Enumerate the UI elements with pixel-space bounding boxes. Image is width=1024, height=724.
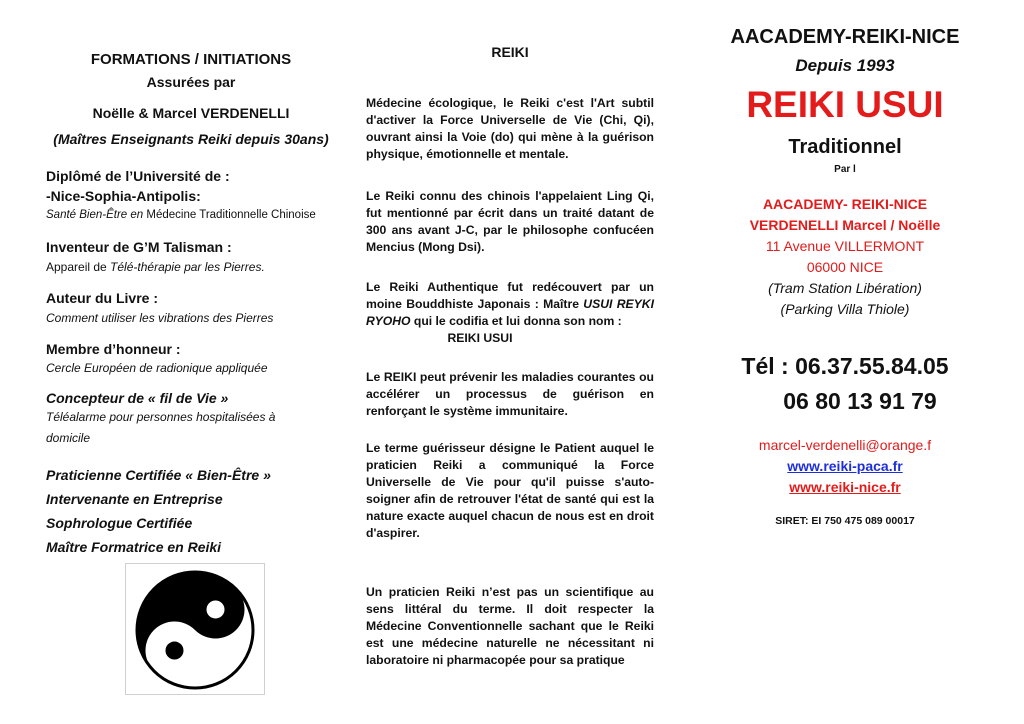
academy-title: AACADEMY-REIKI-NICE xyxy=(730,26,960,48)
traditional-label: Traditionnel xyxy=(788,136,902,158)
cert-company: Intervenante en Entreprise xyxy=(46,491,223,507)
website-paca[interactable]: www.reiki-paca.fr xyxy=(787,458,903,474)
email[interactable]: marcel-verdenelli@orange.f xyxy=(758,437,932,453)
since-year: Depuis 1993 xyxy=(795,56,895,75)
member-heading: Membre d’honneur : xyxy=(46,341,181,357)
concept-subtitle-2: domicile xyxy=(46,431,91,445)
reiki-usui-name: REIKI USUI xyxy=(447,331,513,345)
cert-sophrology: Sophrologue Certifiée xyxy=(46,515,193,531)
masters-note: (Maîtres Enseignants Reiki depuis 30ans) xyxy=(53,131,329,147)
address-city: 06000 NICE xyxy=(806,259,884,275)
member-subtitle: Cercle Européen de radionique appliquée xyxy=(46,361,268,375)
siret-number: SIRET: EI 750 475 089 00017 xyxy=(775,515,915,527)
paragraph-authentic: Le Reiki Authentique fut redécouvert par un moine Bouddhiste Japonais : Maître USUI REYKI RYOHO qui le codifia et lui donna son nom : REIKI USUI xyxy=(366,280,654,345)
concept-subtitle-1: Téléalarme pour personnes hospitalisées à xyxy=(46,410,276,424)
diploma-university: -Nice-Sophia-Antipolis: xyxy=(46,188,201,204)
paragraph-chinese: Le Reiki connu des chinois l'appelaient Ling Qi, fut mentionné par écrit dans un traité datant de 300 ans avant J-C, par le philosophe confucéen Mencius (Mong Dsi). xyxy=(366,189,654,254)
paragraph-healer: Le terme guérisseur désigne le Patient auquel le praticien Reiki a communiqué la Force Universelle de Vie pour qu'il puisse s'auto-soigner afin de retrouver l'état de santé qui est la nature exacte auquel chacun de nous est en droit d'aspirer. xyxy=(366,441,654,540)
website-nice[interactable]: www.reiki-nice.fr xyxy=(789,479,901,495)
reiki-title: REIKI xyxy=(491,44,529,60)
cert-trainer: Maître Formatrice en Reiki xyxy=(46,539,222,555)
paragraph-practitioner: Un praticien Reiki n’est pas un scientifique au sens littéral du terme. Il doit respecter la Médecine Conventionnelle sachant que le Reiki est une médecine naturelle ne nécessitant ni laboratoire ni pharmacopée pour sa pratique xyxy=(366,585,654,667)
reiki-usui-title: REIKI USUI xyxy=(746,84,944,125)
author-subtitle: Comment utiliser les vibrations des Pierres xyxy=(46,311,274,325)
par-label: Par l xyxy=(834,164,856,175)
org-name: AACADEMY- REIKI-NICE xyxy=(762,196,928,212)
tram-station: (Tram Station Libération) xyxy=(768,280,922,296)
yin-yang-icon xyxy=(125,563,265,695)
inventor-heading: Inventeur de G’M Talisman : xyxy=(46,239,232,255)
phone-1: Tél : 06.37.55.84.05 xyxy=(741,353,949,379)
cert-wellbeing: Praticienne Certifiée « Bien-Être » xyxy=(46,467,271,483)
concept-heading: Concepteur de « fil de Vie » xyxy=(46,390,229,406)
org-owners: VERDENELLI Marcel / Noëlle xyxy=(749,217,941,233)
parking: (Parking Villa Thiole) xyxy=(780,301,910,317)
diploma-subtitle: Santé Bien-Être en Médecine Traditionnelle Chinoise xyxy=(46,209,316,221)
phone-2: 06 80 13 91 79 xyxy=(783,388,937,414)
formations-title: FORMATIONS / INITIATIONS xyxy=(90,51,292,68)
diploma-heading: Diplômé de l’Université de : xyxy=(46,168,230,184)
inventor-subtitle: Appareil de Télé-thérapie par les Pierres. xyxy=(46,260,265,274)
paragraph-ecological: Médecine écologique, le Reiki c'est l'Art subtil d'activer la Force Universelle de Vie (Chi, Qi), ouvrant ainsi la Voie (do) qui mène à la guérison physique, émotionnelle et mentale. xyxy=(366,96,654,161)
teacher-names: Noëlle & Marcel VERDENELLI xyxy=(92,105,290,121)
assured-by: Assurées par xyxy=(146,74,236,90)
author-heading: Auteur du Livre : xyxy=(46,290,159,306)
address-street: 11 Avenue VILLERMONT xyxy=(765,238,925,254)
paragraph-prevention: Le REIKI peut prévenir les maladies courantes ou accélérer un processus de guérison en renforçant le système immunitaire. xyxy=(366,370,654,418)
